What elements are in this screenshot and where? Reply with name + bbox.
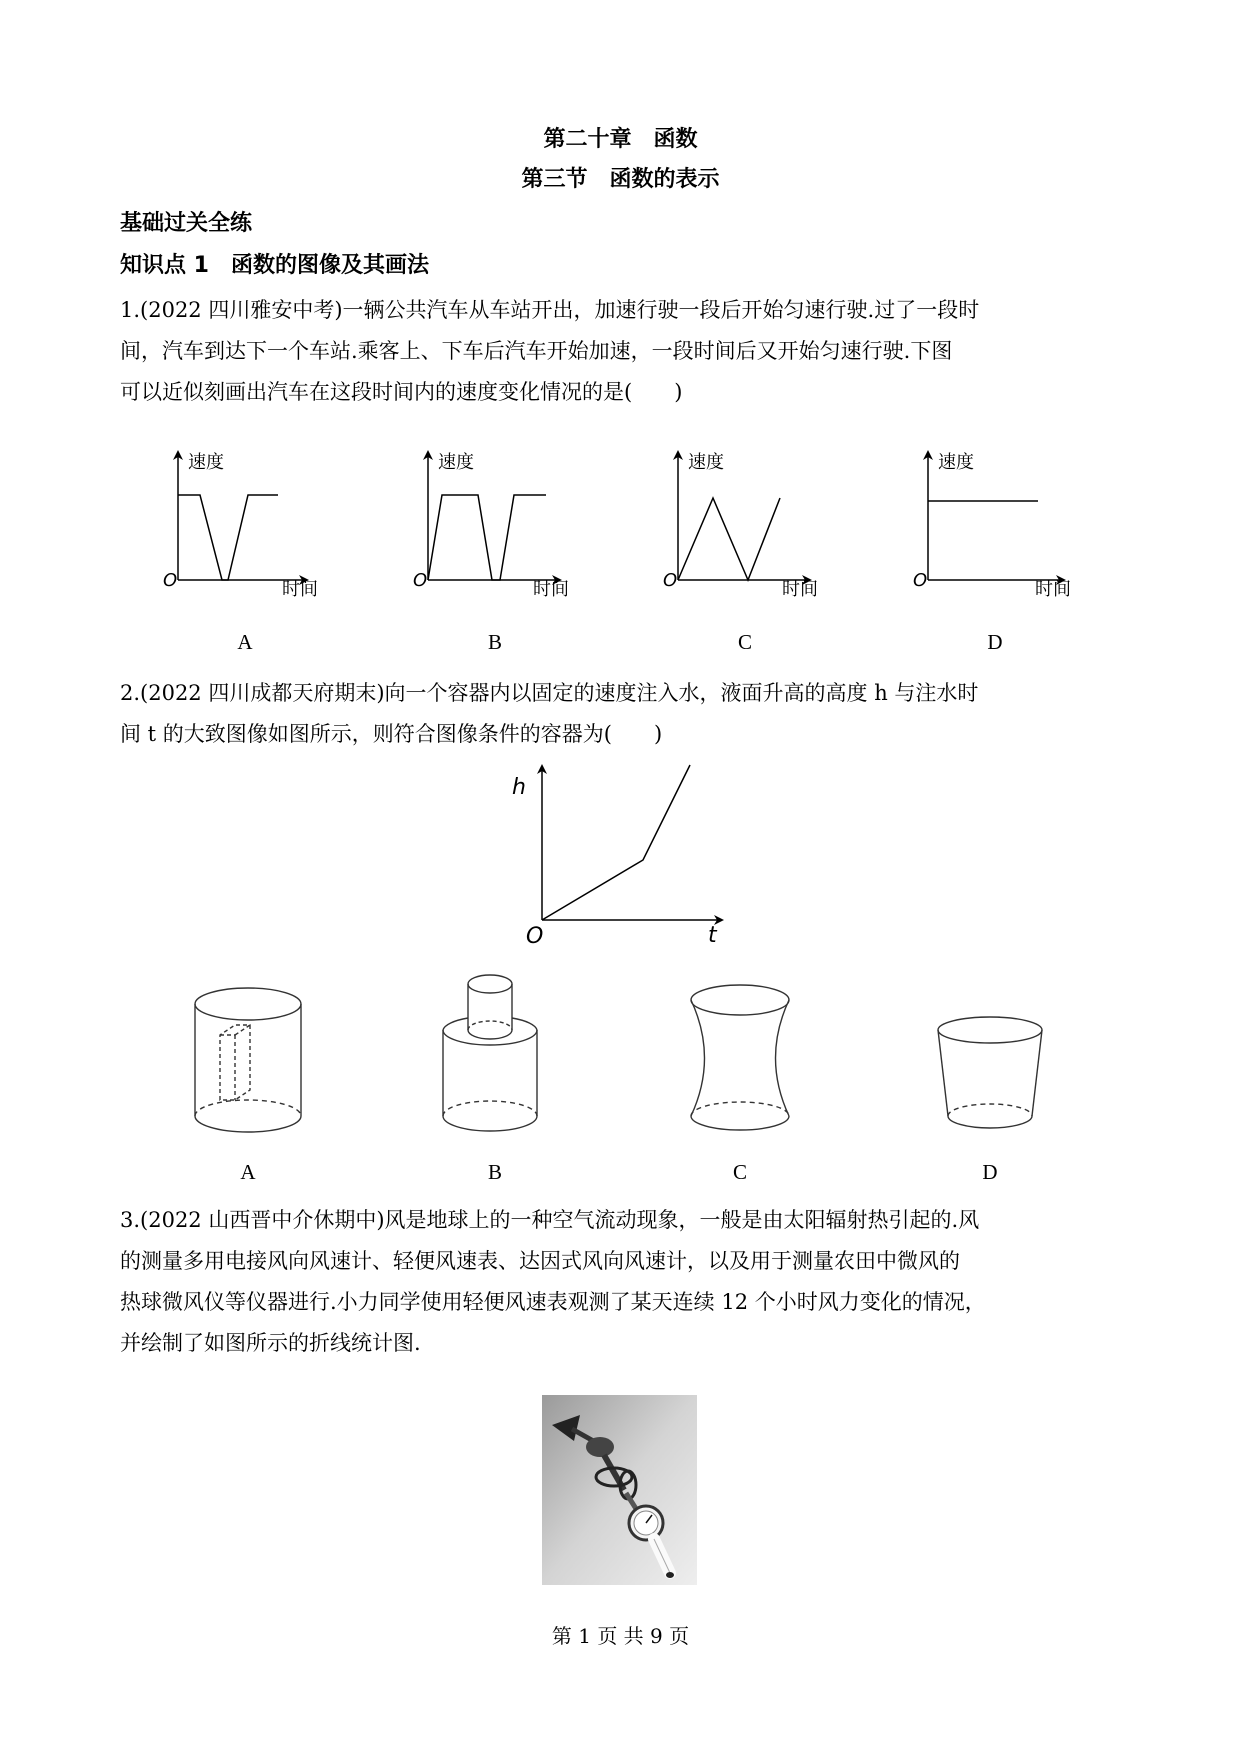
knowledge-point-title: 知识点 1 函数的图像及其画法 (120, 253, 429, 278)
origin-label: O (163, 570, 178, 591)
graph-d (913, 452, 1071, 600)
q1-option-d-label: D (987, 630, 1003, 654)
container-d-drawing (938, 1017, 1042, 1128)
x-axis-label: 时间 (1035, 579, 1071, 600)
graph-a (163, 452, 318, 600)
origin-label: O (913, 570, 928, 591)
q1-option-c-label: C (737, 630, 752, 654)
graph-b-line (428, 495, 546, 580)
question-2-graph (500, 760, 740, 950)
q2-option-b-label: B (487, 1160, 502, 1184)
page-number: 第 1 页 共 9 页 (551, 1624, 690, 1648)
origin-label: O (663, 570, 678, 591)
question-2-line: 间 t 的大致图像如图所示，则符合图像条件的容器为( ) (120, 722, 663, 746)
question-2-text (120, 673, 1130, 755)
y-axis-label: 速度 (438, 452, 474, 473)
q1-option-b-label: B (487, 630, 502, 654)
graph-a-line (178, 495, 278, 580)
question-1-line: 间，汽车到达下一个车站.乘客上、下车后汽车开始加速，一段时间后又开始匀速行驶.下图 (120, 339, 953, 363)
x-axis-label: 时间 (533, 579, 569, 600)
question-1-graphs (0, 440, 1241, 615)
question-1-line: 可以近似刻画出汽车在这段时间内的速度变化情况的是( ) (120, 380, 683, 404)
question-3-text (120, 1200, 1130, 1364)
y-axis-label: 速度 (938, 452, 974, 473)
question-3-line: 热球微风仪等仪器进行.小力同学使用轻便风速表观测了某天连续 12 个小时风力变化的情况， (120, 1290, 986, 1314)
container-a-drawing (195, 988, 301, 1132)
section-title: 第三节 函数的表示 (521, 167, 720, 192)
container-b-drawing (443, 975, 537, 1131)
x-axis-label: t (708, 923, 717, 948)
y-axis-label: 速度 (188, 452, 224, 473)
question-1-line: 1.(2022 四川雅安中考)一辆公共汽车从车站开出，加速行驶一段后开始匀速行驶.过了一段时 (120, 298, 980, 322)
graph-b (413, 452, 569, 600)
chapter-title: 第二十章 函数 (543, 127, 698, 152)
y-axis-label: 速度 (688, 452, 724, 473)
q2-option-a-label: A (240, 1160, 256, 1184)
question-2-containers (0, 960, 1241, 1140)
question-3-line: 3.(2022 山西晋中介休期中)风是地球上的一种空气流动现象，一般是由太阳辐射热引起的.风 (120, 1208, 980, 1232)
q1-option-a-label: A (237, 630, 253, 654)
graph-c-line (678, 498, 780, 580)
origin-label: O (526, 924, 544, 949)
q2-option-d-label: D (982, 1160, 998, 1184)
container-c-drawing (691, 985, 789, 1130)
y-axis-label: h (512, 775, 526, 800)
h-t-graph-line (542, 765, 690, 920)
question-1-text (120, 290, 1130, 413)
question-3-line: 的测量多用电接风向风速计、轻便风速表、达因式风向风速计，以及用于测量农田中微风的 (120, 1249, 960, 1273)
x-axis-label: 时间 (782, 579, 818, 600)
exercise-group-title: 基础过关全练 (120, 211, 253, 236)
graph-c (663, 452, 818, 600)
q2-option-c-label: C (732, 1160, 747, 1184)
question-3-line: 并绘制了如图所示的折线统计图. (120, 1331, 421, 1355)
x-axis-label: 时间 (282, 579, 318, 600)
origin-label: O (413, 570, 428, 591)
question-2-line: 2.(2022 四川成都天府期末)向一个容器内以固定的速度注入水，液面升高的高度 h 与注水时 (120, 681, 979, 705)
anemometer-photo (542, 1395, 697, 1585)
